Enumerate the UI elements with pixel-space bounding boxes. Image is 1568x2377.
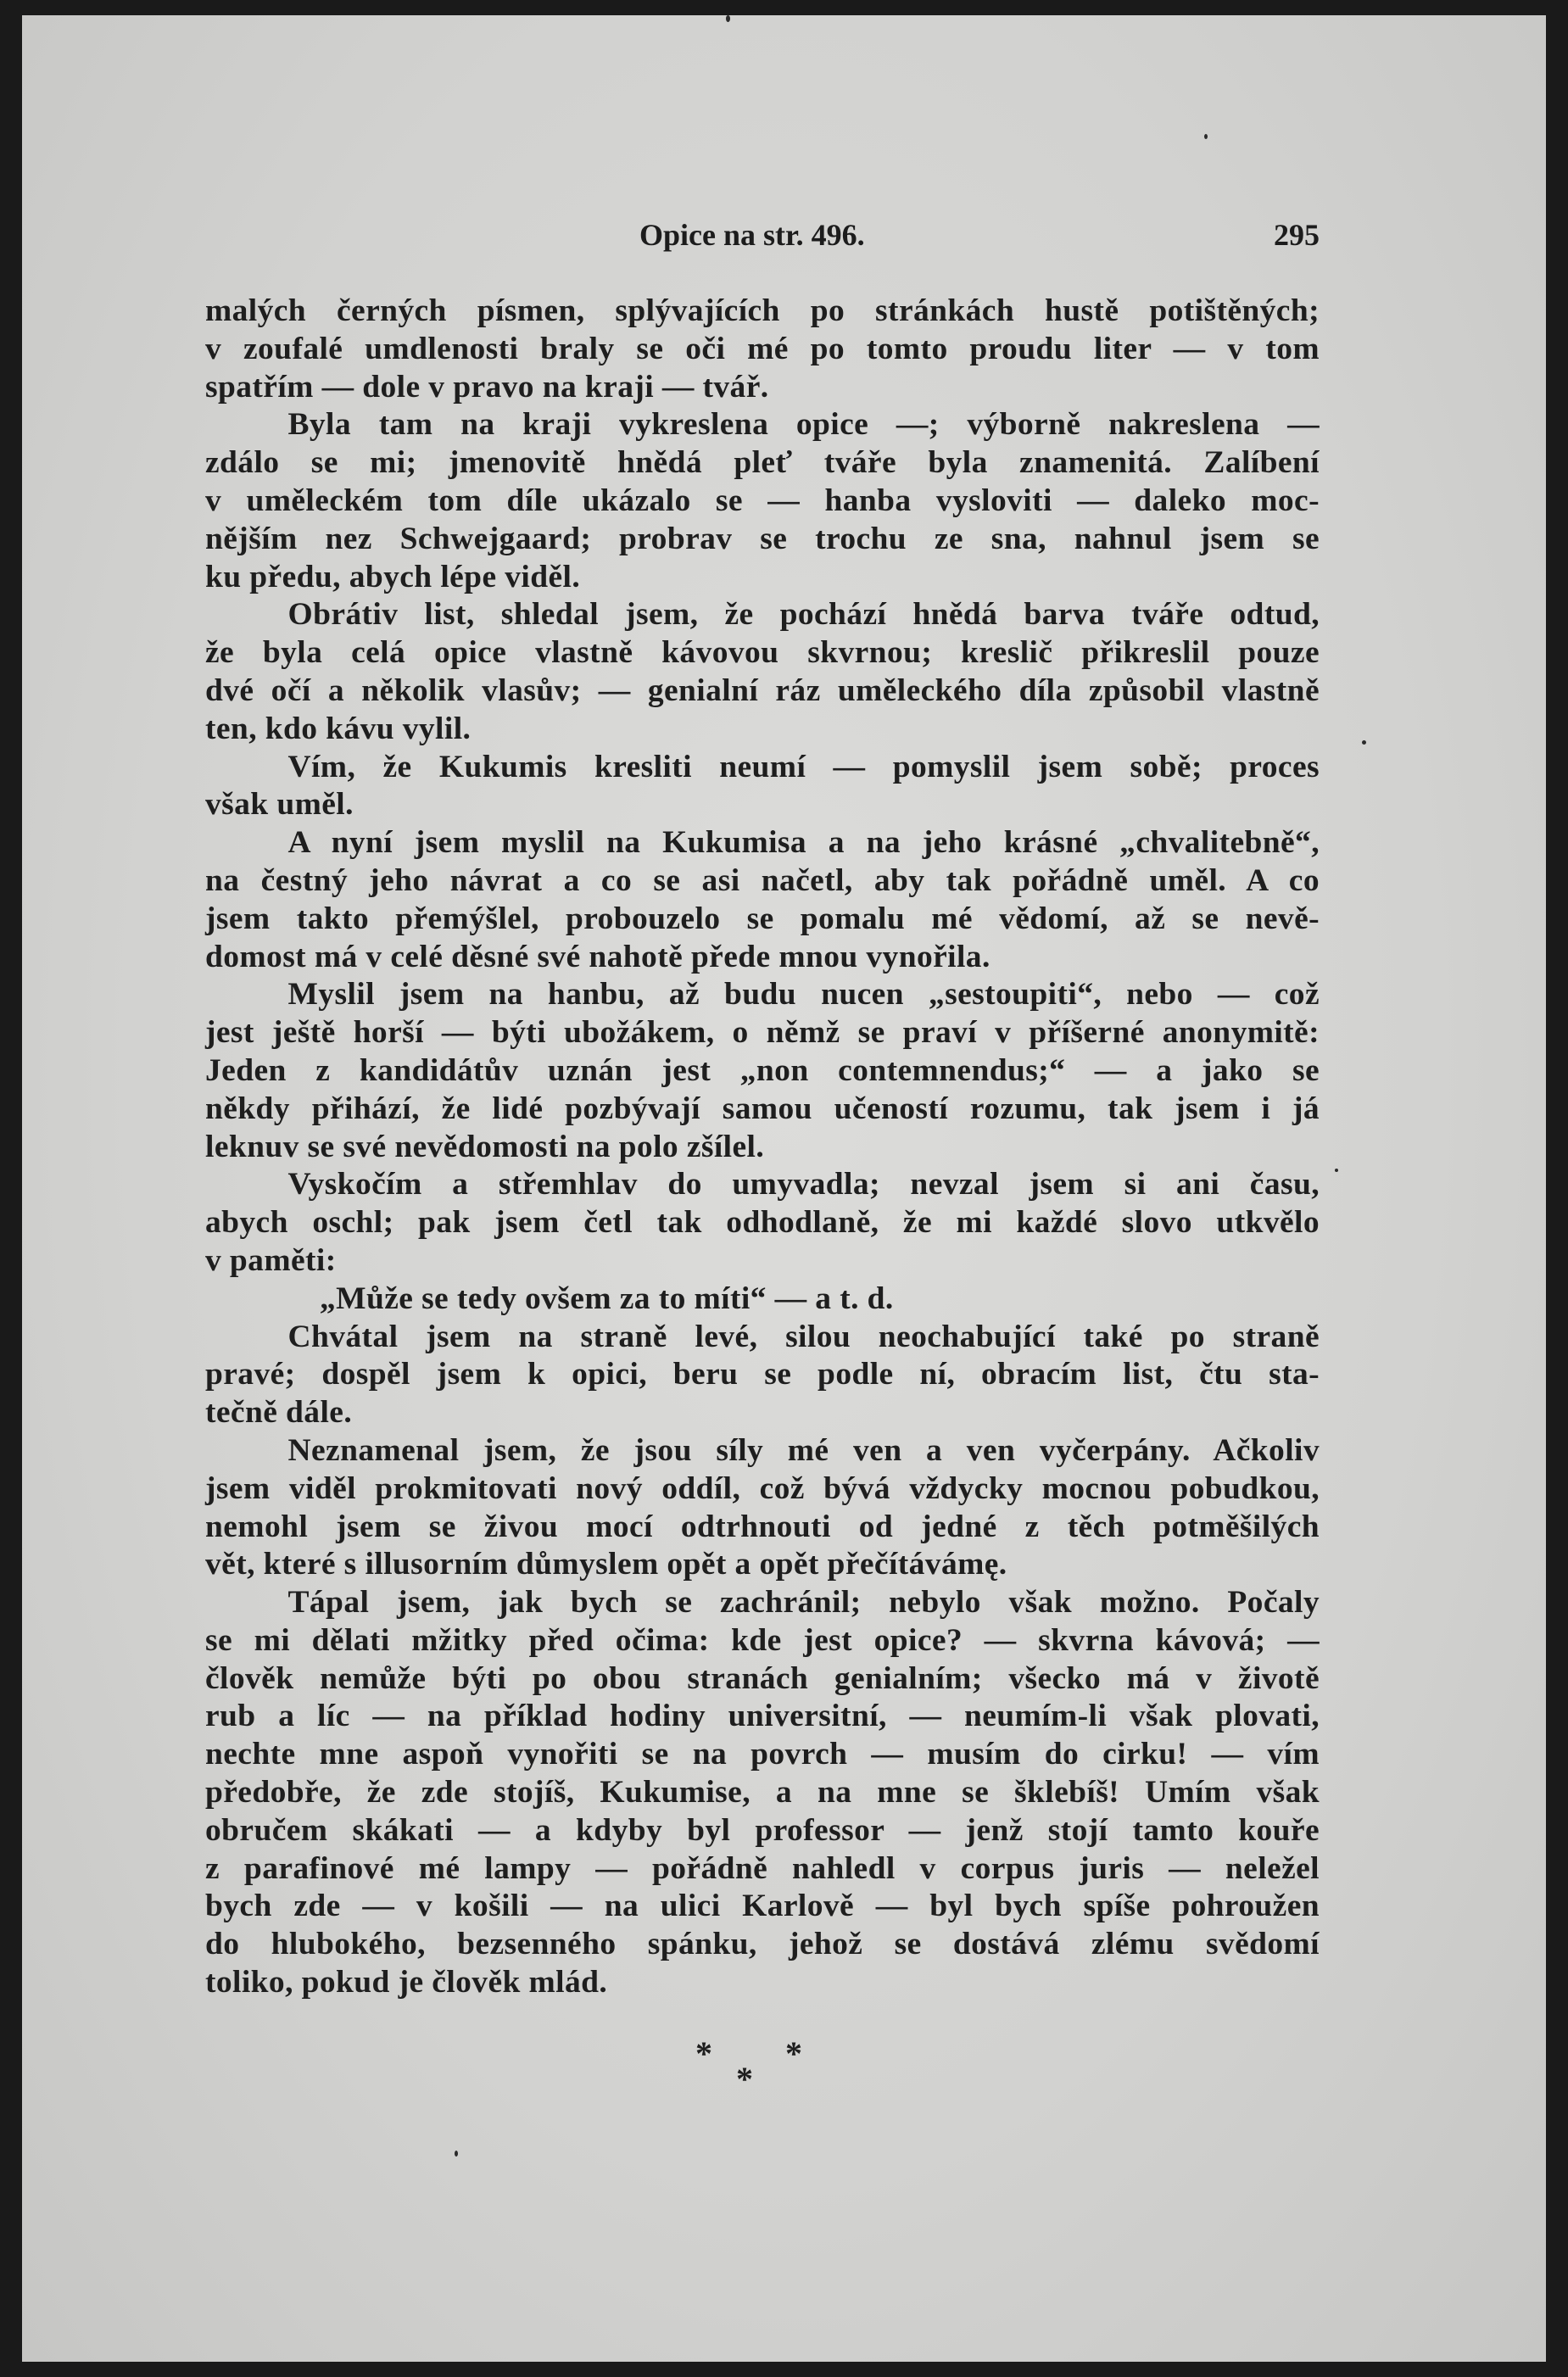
running-header [209, 209, 1320, 259]
paper-speck [1204, 134, 1208, 139]
asterism-star: * [736, 2060, 753, 2098]
asterism-star: * [785, 2034, 802, 2073]
text-line: z parafinové mé lampy — pořádně nahledl v corpus juris — neležel [205, 1850, 1320, 1886]
text-line: v paměti: [205, 1242, 337, 1278]
text-line: Tápal jsem, jak bych se zachránil; nebylo však možno. Počaly [287, 1585, 1320, 1621]
book-page [22, 15, 1546, 2362]
text-line: do hlubokého, bezsenného spánku, jehož se dostává zlému svědomí [205, 1927, 1320, 1962]
page-number: 295 [1274, 218, 1320, 252]
text-line: Neznamenal jsem, že jsou síly mé ven a ven vyčerpány. Ačkoliv [287, 1432, 1320, 1468]
asterism-star: * [695, 2034, 712, 2073]
text-line: Jeden z kandidátův uznán jest „non contemnendus;“ — a jako se [205, 1052, 1320, 1088]
text-line: Myslil jsem na hanbu, až budu nucen „sestoupiti“, nebo — což [287, 977, 1320, 1013]
text-line: se mi dělati mžitky před očima: kde jest opice? — skvrna kávová; — [205, 1622, 1320, 1658]
text-line: malých černých písmen, splývajících po stránkách hustě potištěných; [205, 293, 1320, 328]
text-line: v uměleckém tom díle ukázalo se — hanba vysloviti — daleko moc- [205, 483, 1320, 518]
text-line: A nyní jsem myslil na Kukumisa a na jeho krásné „chvalitebně“, [287, 825, 1320, 861]
text-line: předobře, že zde stojíš, Kukumise, a na mne se šklebíš! Umím však [205, 1775, 1320, 1811]
paper-speck [455, 2151, 458, 2157]
text-line: rub a líc — na příklad hodiny universitní, — neumím-li však plovati, [205, 1699, 1320, 1734]
text-line: nechte mne aspoň vynořiti se na povrch — musím do cirku! — vím [205, 1737, 1320, 1772]
section-break-asterism [684, 2034, 853, 2101]
text-line: Chvátal jsem na straně levé, silou neochabující také po straně [287, 1319, 1320, 1354]
running-title: Opice na str. 496. [639, 218, 865, 252]
text-line: domost má v celé děsné své nahotě přede mnou vynořila. [205, 939, 990, 974]
text-line: leknuv se své nevědomosti na polo zšílel. [205, 1129, 765, 1164]
text-line: člověk nemůže býti po obou stranách genialním; všecko má v životě [205, 1660, 1320, 1696]
text-line: pravé; dospěl jsem k opici, beru se podle ní, obracím list, čtu sta- [205, 1357, 1320, 1392]
text-line: však uměl. [205, 787, 354, 823]
text-line: na čestný jeho návrat a co se asi načetl, aby tak pořádně uměl. A co [205, 862, 1320, 898]
text-line: toliko, pokud je člověk mlád. [205, 1965, 608, 2000]
body-text [205, 293, 1320, 2002]
text-line: Obrátiv list, shledal jsem, že pochází hnědá barva tváře odtud, [287, 597, 1320, 633]
text-line: v zoufalé umdlenosti braly se oči mé po tomto proudu liter — v tom [205, 331, 1320, 366]
text-line: ten, kdo kávu vylil. [205, 711, 472, 746]
paper-speck [1362, 740, 1366, 745]
text-line: nemohl jsem se živou mocí odtrhnouti od jedné z těch potměšilých [205, 1509, 1320, 1544]
text-line: někdy přihází, že lidé pozbývají samou učeností rozumu, tak jsem i já [205, 1091, 1320, 1126]
text-line: že byla celá opice vlastně kávovou skvrnou; kreslič přikreslil pouze [205, 635, 1320, 671]
text-line: zdálo se mi; jmenovitě hnědá pleť tváře byla znamenitá. Zalíbení [205, 445, 1320, 481]
text-line: obručem skákati — a kdyby byl professor — jenž stojí tamto kouře [205, 1812, 1320, 1848]
text-line: jsem viděl prokmitovati nový oddíl, což bývá vždycky mocnou pobudkou, [205, 1470, 1320, 1506]
text-line: Vyskočím a střemhlav do umyvadla; nevzal jsem si ani času, [287, 1167, 1320, 1202]
text-line: spatřím — dole v pravo na kraji — tvář. [205, 369, 769, 405]
text-line: Byla tam na kraji vykreslena opice —; výborně nakreslena — [287, 407, 1320, 443]
text-line: jest ještě horší — býti ubožákem, o němž se praví v příšerné anonymitě: [205, 1015, 1320, 1051]
text-line: nějším nez Schwejgaard; probrav se trochu ze sna, nahnul jsem se [205, 521, 1320, 556]
text-line: abych oschl; pak jsem četl tak odhodlaně, že mi každé slovo utkvělo [205, 1205, 1320, 1241]
text-line: tečně dále. [205, 1395, 353, 1431]
text-line: Vím, že Kukumis kresliti neumí — pomyslil jsem sobě; proces [287, 749, 1320, 784]
text-line: „Může se tedy ovšem za to míti“ — a t. d. [320, 1281, 894, 1316]
paper-speck [726, 15, 730, 22]
text-line: dvé očí a několik vlasův; — genialní ráz uměleckého díla způsobil vlastně [205, 672, 1320, 708]
text-line: bych zde — v košili — na ulici Karlově — byl bych spíše pohroužen [205, 1889, 1320, 1924]
text-line: vět, které s illusorním důmyslem opět a opět přečítávámę. [205, 1547, 1007, 1582]
text-line: jsem takto přemýšlel, probouzelo se pomalu mé vědomí, až se nevě- [205, 901, 1320, 936]
paper-speck [1335, 1169, 1338, 1172]
text-line: ku předu, abych lépe viděl. [205, 559, 581, 594]
